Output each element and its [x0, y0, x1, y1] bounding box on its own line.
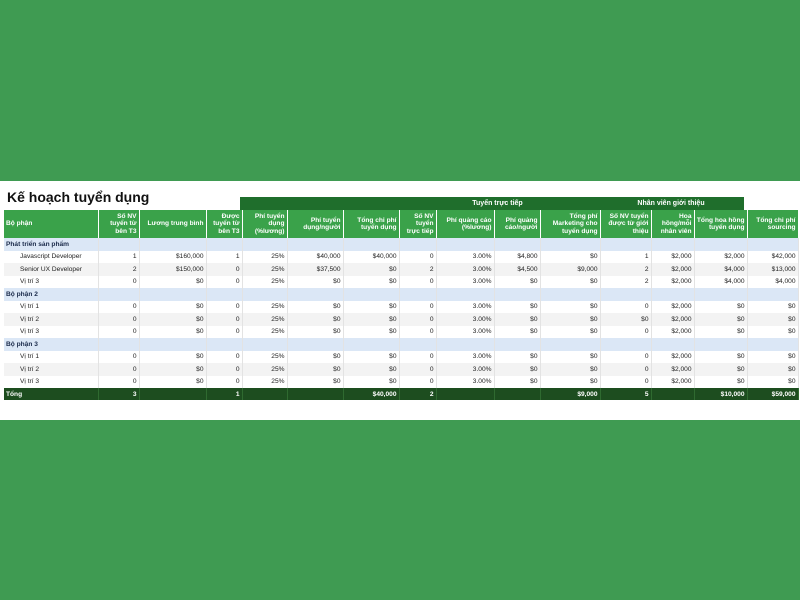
- cell[interactable]: $0: [747, 351, 798, 364]
- column-header[interactable]: Được tuyển từ bên T3: [206, 210, 242, 238]
- table-row: [4, 251, 798, 264]
- cell[interactable]: $0: [287, 301, 343, 314]
- cell[interactable]: 25%: [242, 326, 287, 339]
- cell[interactable]: 0: [98, 376, 139, 389]
- cell[interactable]: [651, 338, 694, 351]
- cell[interactable]: $0: [694, 326, 747, 339]
- cell[interactable]: [399, 338, 436, 351]
- cell[interactable]: $160,000: [139, 251, 206, 264]
- total-cell[interactable]: [651, 388, 694, 400]
- table-row: [4, 301, 798, 314]
- cell[interactable]: $4,000: [694, 276, 747, 289]
- cell[interactable]: [98, 338, 139, 351]
- cell[interactable]: 25%: [242, 351, 287, 364]
- column-header[interactable]: Tổng chi phí sourcing: [747, 210, 798, 238]
- cell[interactable]: [206, 238, 242, 251]
- cell[interactable]: 1: [206, 251, 242, 264]
- cell[interactable]: $0: [287, 376, 343, 389]
- cell[interactable]: $0: [343, 326, 399, 339]
- cell[interactable]: $0: [694, 376, 747, 389]
- position-name-cell[interactable]: Javascript Developer: [4, 251, 98, 264]
- cell[interactable]: [494, 288, 540, 301]
- position-name-cell[interactable]: Vị trí 2: [4, 363, 98, 376]
- cell[interactable]: $0: [694, 363, 747, 376]
- column-header[interactable]: Phí tuyển dụng/người: [287, 210, 343, 238]
- cell[interactable]: 2: [600, 276, 651, 289]
- cell[interactable]: [436, 338, 494, 351]
- cell[interactable]: $0: [694, 301, 747, 314]
- cell[interactable]: $0: [694, 313, 747, 326]
- cell[interactable]: $0: [494, 376, 540, 389]
- cell[interactable]: $150,000: [139, 263, 206, 276]
- cell[interactable]: 0: [98, 313, 139, 326]
- cell[interactable]: 25%: [242, 376, 287, 389]
- cell[interactable]: $2,000: [651, 251, 694, 264]
- cell[interactable]: 2: [399, 263, 436, 276]
- position-name-cell[interactable]: Vị trí 3: [4, 276, 98, 289]
- total-cell[interactable]: [436, 388, 494, 400]
- cell[interactable]: [600, 288, 651, 301]
- cell[interactable]: [747, 338, 798, 351]
- cell[interactable]: $2,000: [651, 276, 694, 289]
- cell[interactable]: [747, 238, 798, 251]
- position-name-cell[interactable]: Vị trí 3: [4, 326, 98, 339]
- cell[interactable]: $2,000: [694, 251, 747, 264]
- section-row: [4, 238, 798, 251]
- cell[interactable]: [747, 288, 798, 301]
- cell[interactable]: $0: [343, 313, 399, 326]
- cell[interactable]: $0: [139, 276, 206, 289]
- column-header[interactable]: Hoa hồng/mỗi nhân viên: [651, 210, 694, 238]
- table-row: [4, 351, 798, 364]
- cell[interactable]: $42,000: [747, 251, 798, 264]
- cell[interactable]: $0: [540, 301, 600, 314]
- cell[interactable]: $0: [747, 376, 798, 389]
- cell[interactable]: $9,000: [540, 263, 600, 276]
- cell[interactable]: $0: [287, 351, 343, 364]
- cell[interactable]: 3.00%: [436, 301, 494, 314]
- cell[interactable]: [242, 288, 287, 301]
- cell[interactable]: 1: [98, 251, 139, 264]
- column-header[interactable]: Bộ phận: [4, 210, 98, 238]
- cell[interactable]: [540, 338, 600, 351]
- cell[interactable]: $4,000: [747, 276, 798, 289]
- total-cell[interactable]: [242, 388, 287, 400]
- cell[interactable]: $0: [540, 326, 600, 339]
- cell[interactable]: [540, 288, 600, 301]
- column-header[interactable]: Tổng phí Marketing cho tuyển dụng: [540, 210, 600, 238]
- cell[interactable]: $2,000: [651, 351, 694, 364]
- cell[interactable]: [139, 338, 206, 351]
- cell[interactable]: $2,000: [651, 376, 694, 389]
- total-row: [4, 388, 798, 400]
- cell[interactable]: 1: [600, 251, 651, 264]
- total-cell[interactable]: $10,000: [694, 388, 747, 400]
- group-label-direct: Tuyển trực tiếp: [472, 200, 523, 207]
- cell[interactable]: $0: [494, 351, 540, 364]
- cell[interactable]: 2: [98, 263, 139, 276]
- table-row: [4, 263, 798, 276]
- spreadsheet: [0, 181, 800, 420]
- cell[interactable]: 0: [399, 326, 436, 339]
- cell[interactable]: $0: [747, 301, 798, 314]
- cell[interactable]: 3.00%: [436, 313, 494, 326]
- cell[interactable]: [139, 238, 206, 251]
- cell[interactable]: $0: [494, 313, 540, 326]
- cell[interactable]: [494, 238, 540, 251]
- cell[interactable]: $0: [540, 276, 600, 289]
- column-header[interactable]: Số NV tuyển trực tiếp: [399, 210, 436, 238]
- cell[interactable]: $0: [540, 376, 600, 389]
- cell[interactable]: 0: [399, 276, 436, 289]
- cell[interactable]: [600, 238, 651, 251]
- cell[interactable]: 0: [600, 301, 651, 314]
- cell[interactable]: $0: [540, 363, 600, 376]
- cell[interactable]: [139, 288, 206, 301]
- cell[interactable]: 3.00%: [436, 363, 494, 376]
- cell[interactable]: 25%: [242, 263, 287, 276]
- cell[interactable]: 2: [600, 263, 651, 276]
- cell[interactable]: 0: [206, 313, 242, 326]
- total-cell[interactable]: $59,000: [747, 388, 798, 400]
- total-cell[interactable]: $9,000: [540, 388, 600, 400]
- column-header[interactable]: Số NV tuyển được từ giới thiệu: [600, 210, 651, 238]
- cell[interactable]: $2,000: [651, 313, 694, 326]
- cell[interactable]: $0: [540, 313, 600, 326]
- cell[interactable]: 3.00%: [436, 251, 494, 264]
- cell[interactable]: 3.00%: [436, 351, 494, 364]
- cell[interactable]: $0: [287, 326, 343, 339]
- cell[interactable]: $0: [139, 351, 206, 364]
- cell[interactable]: 0: [98, 276, 139, 289]
- cell[interactable]: 0: [600, 326, 651, 339]
- position-name-cell[interactable]: Senior UX Developer: [4, 263, 98, 276]
- cell[interactable]: $0: [540, 351, 600, 364]
- cell[interactable]: 25%: [242, 251, 287, 264]
- cell[interactable]: $0: [600, 313, 651, 326]
- cell[interactable]: 25%: [242, 301, 287, 314]
- total-cell[interactable]: [139, 388, 206, 400]
- cell[interactable]: 3.00%: [436, 276, 494, 289]
- cell[interactable]: [206, 288, 242, 301]
- cell[interactable]: $2,000: [651, 263, 694, 276]
- cell[interactable]: $2,000: [651, 363, 694, 376]
- cell[interactable]: [651, 238, 694, 251]
- cell[interactable]: $13,000: [747, 263, 798, 276]
- cell[interactable]: $0: [343, 363, 399, 376]
- cell[interactable]: $0: [494, 301, 540, 314]
- header-row: [4, 210, 798, 238]
- recruitment-table: [4, 210, 799, 400]
- cell[interactable]: 0: [206, 351, 242, 364]
- cell[interactable]: $0: [343, 301, 399, 314]
- cell[interactable]: $0: [747, 363, 798, 376]
- cell[interactable]: [694, 288, 747, 301]
- cell[interactable]: [651, 288, 694, 301]
- cell[interactable]: 0: [98, 326, 139, 339]
- cell[interactable]: 0: [206, 276, 242, 289]
- cell[interactable]: 0: [399, 351, 436, 364]
- column-header[interactable]: Số NV tuyển từ bên T3: [98, 210, 139, 238]
- cell[interactable]: [98, 288, 139, 301]
- cell[interactable]: 0: [206, 326, 242, 339]
- cell[interactable]: [98, 238, 139, 251]
- section-row: [4, 288, 798, 301]
- section-label[interactable]: Bộ phận 2: [4, 288, 98, 301]
- table-row: [4, 363, 798, 376]
- cell[interactable]: 0: [206, 376, 242, 389]
- cell[interactable]: [399, 288, 436, 301]
- cell[interactable]: 0: [98, 301, 139, 314]
- position-name-cell[interactable]: Vị trí 1: [4, 351, 98, 364]
- column-header[interactable]: Phí quảng cáo/người: [494, 210, 540, 238]
- total-cell[interactable]: [287, 388, 343, 400]
- total-cell[interactable]: 1: [206, 388, 242, 400]
- section-label[interactable]: Bộ phận 3: [4, 338, 98, 351]
- position-name-cell[interactable]: Vị trí 3: [4, 376, 98, 389]
- table-row: [4, 313, 798, 326]
- cell[interactable]: 3.00%: [436, 263, 494, 276]
- table-row: [4, 376, 798, 389]
- cell[interactable]: $4,500: [494, 263, 540, 276]
- cell[interactable]: $0: [139, 313, 206, 326]
- cell[interactable]: [694, 338, 747, 351]
- total-cell[interactable]: 2: [399, 388, 436, 400]
- column-header[interactable]: Tổng hoa hồng tuyển dụng: [694, 210, 747, 238]
- cell[interactable]: 0: [600, 351, 651, 364]
- group-bar-left: [240, 197, 397, 210]
- cell[interactable]: 0: [399, 313, 436, 326]
- cell[interactable]: 0: [600, 363, 651, 376]
- cell[interactable]: [343, 238, 399, 251]
- cell[interactable]: $2,000: [651, 301, 694, 314]
- cell[interactable]: $0: [343, 351, 399, 364]
- cell[interactable]: $0: [747, 326, 798, 339]
- cell[interactable]: 0: [98, 363, 139, 376]
- cell[interactable]: [600, 338, 651, 351]
- cell[interactable]: $0: [747, 313, 798, 326]
- cell[interactable]: $0: [540, 251, 600, 264]
- position-name-cell[interactable]: Vị trí 2: [4, 313, 98, 326]
- cell[interactable]: $0: [139, 376, 206, 389]
- total-cell[interactable]: 3: [98, 388, 139, 400]
- cell[interactable]: 0: [399, 301, 436, 314]
- cell[interactable]: $4,000: [694, 263, 747, 276]
- column-header[interactable]: Phí quảng cáo (%lương): [436, 210, 494, 238]
- total-cell[interactable]: $40,000: [343, 388, 399, 400]
- cell[interactable]: [287, 338, 343, 351]
- cell[interactable]: $0: [139, 363, 206, 376]
- cell[interactable]: $40,000: [343, 251, 399, 264]
- cell[interactable]: 0: [600, 376, 651, 389]
- cell[interactable]: [436, 288, 494, 301]
- cell[interactable]: 25%: [242, 313, 287, 326]
- cell[interactable]: $2,000: [651, 326, 694, 339]
- cell[interactable]: [206, 338, 242, 351]
- cell[interactable]: 0: [206, 263, 242, 276]
- cell[interactable]: [343, 338, 399, 351]
- cell[interactable]: 3.00%: [436, 376, 494, 389]
- column-header[interactable]: Lương trung bình: [139, 210, 206, 238]
- cell[interactable]: $0: [287, 276, 343, 289]
- cell[interactable]: [242, 238, 287, 251]
- cell[interactable]: 0: [399, 376, 436, 389]
- cell[interactable]: 0: [399, 363, 436, 376]
- group-label-referral: Nhân viên giới thiệu: [637, 200, 705, 207]
- cell[interactable]: $0: [494, 326, 540, 339]
- section-row: [4, 338, 798, 351]
- cell[interactable]: $0: [139, 326, 206, 339]
- cell[interactable]: $4,800: [494, 251, 540, 264]
- cell[interactable]: [694, 238, 747, 251]
- cell[interactable]: 0: [206, 363, 242, 376]
- cell[interactable]: $37,500: [287, 263, 343, 276]
- sheet-title: Kế hoạch tuyển dụng: [7, 189, 150, 205]
- cell[interactable]: 3.00%: [436, 326, 494, 339]
- cell[interactable]: $0: [494, 363, 540, 376]
- total-cell[interactable]: 5: [600, 388, 651, 400]
- cell[interactable]: [494, 338, 540, 351]
- table-row: [4, 326, 798, 339]
- cell[interactable]: $0: [343, 263, 399, 276]
- column-header[interactable]: Tổng chi phí tuyển dụng: [343, 210, 399, 238]
- cell[interactable]: 0: [206, 301, 242, 314]
- cell[interactable]: $40,000: [287, 251, 343, 264]
- cell[interactable]: $0: [343, 376, 399, 389]
- cell[interactable]: $0: [494, 276, 540, 289]
- cell[interactable]: $0: [343, 276, 399, 289]
- column-header[interactable]: Phí tuyển dụng (%lương): [242, 210, 287, 238]
- cell[interactable]: [540, 238, 600, 251]
- cell[interactable]: [343, 288, 399, 301]
- cell[interactable]: 0: [399, 251, 436, 264]
- cell[interactable]: [287, 238, 343, 251]
- cell[interactable]: $0: [139, 301, 206, 314]
- cell[interactable]: [399, 238, 436, 251]
- position-name-cell[interactable]: Vị trí 1: [4, 301, 98, 314]
- total-label[interactable]: Tổng: [4, 388, 98, 400]
- cell[interactable]: 0: [98, 351, 139, 364]
- table-row: [4, 276, 798, 289]
- section-label[interactable]: Phát triển sản phẩm: [4, 238, 98, 251]
- cell[interactable]: [436, 238, 494, 251]
- cell[interactable]: 25%: [242, 363, 287, 376]
- cell[interactable]: $0: [287, 313, 343, 326]
- cell[interactable]: $0: [694, 351, 747, 364]
- cell[interactable]: [287, 288, 343, 301]
- total-cell[interactable]: [494, 388, 540, 400]
- cell[interactable]: [242, 338, 287, 351]
- cell[interactable]: 25%: [242, 276, 287, 289]
- cell[interactable]: $0: [287, 363, 343, 376]
